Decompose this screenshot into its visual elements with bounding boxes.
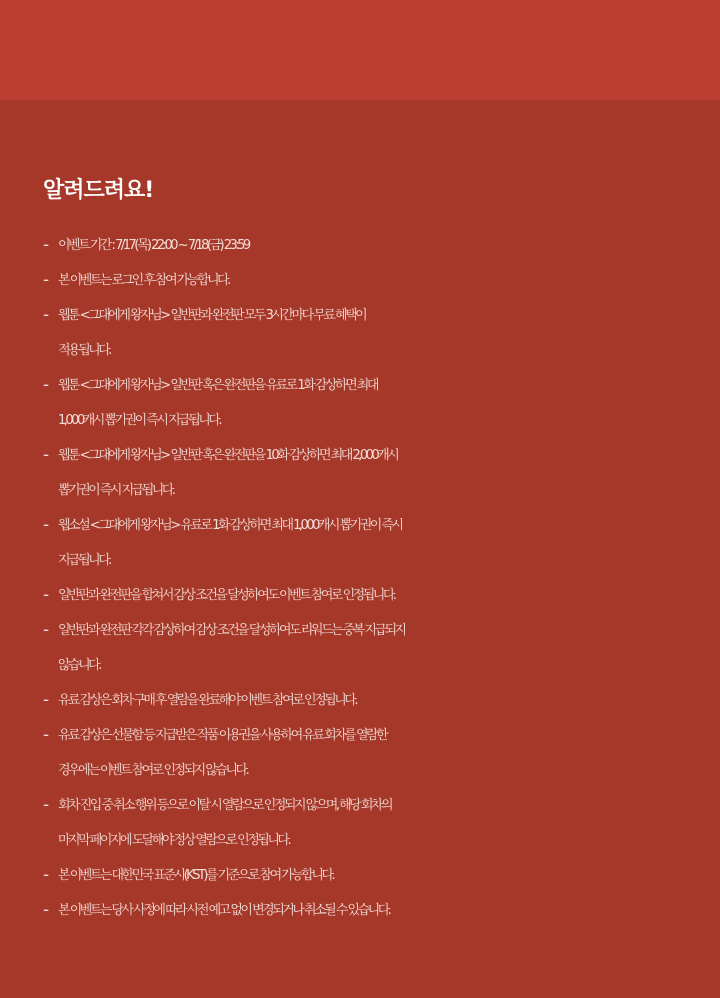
- bullet-dash: -: [43, 690, 50, 710]
- bullet-dash: -: [43, 620, 50, 640]
- notice-item-text: 본 이벤트는 로그인 후 참여 가능합니다.: [58, 273, 229, 288]
- notice-item-text: 본 이벤트는 대한민국 표준시(KST)를 기준으로 참여 가능합니다.: [58, 868, 334, 883]
- bullet-dash: -: [43, 305, 50, 325]
- notice-item: [43, 508, 713, 578]
- notice-item: [43, 788, 713, 858]
- notice-item-text: 웹툰 <그대에게 왕자님> 일반판 혹은 완전판을 10화 감상하면 최대 2,000캐시: [58, 448, 398, 463]
- notice-item-text: 일반판과 완전판 각각 감상하여 감상 조건을 달성하여도 리워드는 중복 지급되지: [58, 623, 405, 638]
- notice-item-text-continued: 적용됩니다.: [58, 343, 110, 358]
- notice-item-text: 웹소설 <그대에게 왕자님> 유료로 1화 감상하면 최대 1,000캐시 뽑기권이 즉시: [58, 518, 402, 533]
- notice-item: [43, 263, 713, 298]
- notice-item-text-continued: 1,000캐시 뽑기권이 즉시 지급됩니다.: [58, 413, 220, 428]
- notice-item: [43, 298, 713, 368]
- notice-item-text-continued: 경우에는 이벤트 참여로 인정되지 않습니다.: [58, 763, 248, 778]
- notice-item: [43, 438, 713, 508]
- notice-item-text: 일반판과 완전판을 합쳐서 감상 조건을 달성하여도 이벤트 참여로 인정됩니다.: [58, 588, 395, 603]
- notice-item: [43, 858, 713, 893]
- notice-item: [43, 893, 713, 928]
- bullet-dash: -: [43, 235, 50, 255]
- notice-item-text: 유료 감상은 회차 구매 후 열람을 완료해야 이벤트 참여로 인정됩니다.: [58, 693, 356, 708]
- notice-item-text-continued: 지급됩니다.: [58, 553, 110, 568]
- top-banner-band: [0, 0, 720, 100]
- notice-item-text-continued: 마지막 페이지에 도달해야 정상 열람으로 인정됩니다.: [58, 833, 290, 848]
- notice-section: [0, 100, 720, 998]
- bullet-dash: -: [43, 865, 50, 885]
- bullet-dash: -: [43, 585, 50, 605]
- notice-item-text-continued: 않습니다.: [58, 658, 100, 673]
- bullet-dash: -: [43, 725, 50, 745]
- notice-item-text: 본 이벤트는 당사 사정에 따라 사전 예고 없이 변경되거나 취소될 수 있습니다.: [58, 903, 390, 918]
- notice-item: [43, 578, 713, 613]
- bullet-dash: -: [43, 795, 50, 815]
- notice-item: [43, 613, 713, 683]
- bullet-dash: -: [43, 445, 50, 465]
- notice-item: [43, 368, 713, 438]
- notice-item-text: 이벤트 기간 : 7/17(목) 22:00 ~ 7/18(금) 23:59: [58, 238, 249, 253]
- notice-item: [43, 718, 713, 788]
- notice-title: 알려드려요!: [43, 178, 154, 203]
- notice-item-text: 유료 감상은 선물함 등 지급받은 작품 이용권을 사용하여 유료 회차를 열람한: [58, 728, 387, 743]
- bullet-dash: -: [43, 270, 50, 290]
- notice-item-text: 회차 진입 중 취소 행위 등으로 이탈 시 열람으로 인정되지 않으며, 해당 회차의: [58, 798, 392, 813]
- notice-item: [43, 683, 713, 718]
- bullet-dash: -: [43, 375, 50, 395]
- notice-item: [43, 228, 713, 263]
- notice-item-text: 웹툰 <그대에게 왕자님> 일반판 혹은 완전판을 유료로 1화 감상하면 최대: [58, 378, 377, 393]
- notice-item-text-continued: 뽑기권이 즉시 지급됩니다.: [58, 483, 174, 498]
- notice-item-text: 웹툰 <그대에게 왕자님> 일반판과 완전판 모두 3시간마다 무료 혜택이: [58, 308, 366, 323]
- bullet-dash: -: [43, 515, 50, 535]
- notice-list: [43, 228, 713, 928]
- bullet-dash: -: [43, 900, 50, 920]
